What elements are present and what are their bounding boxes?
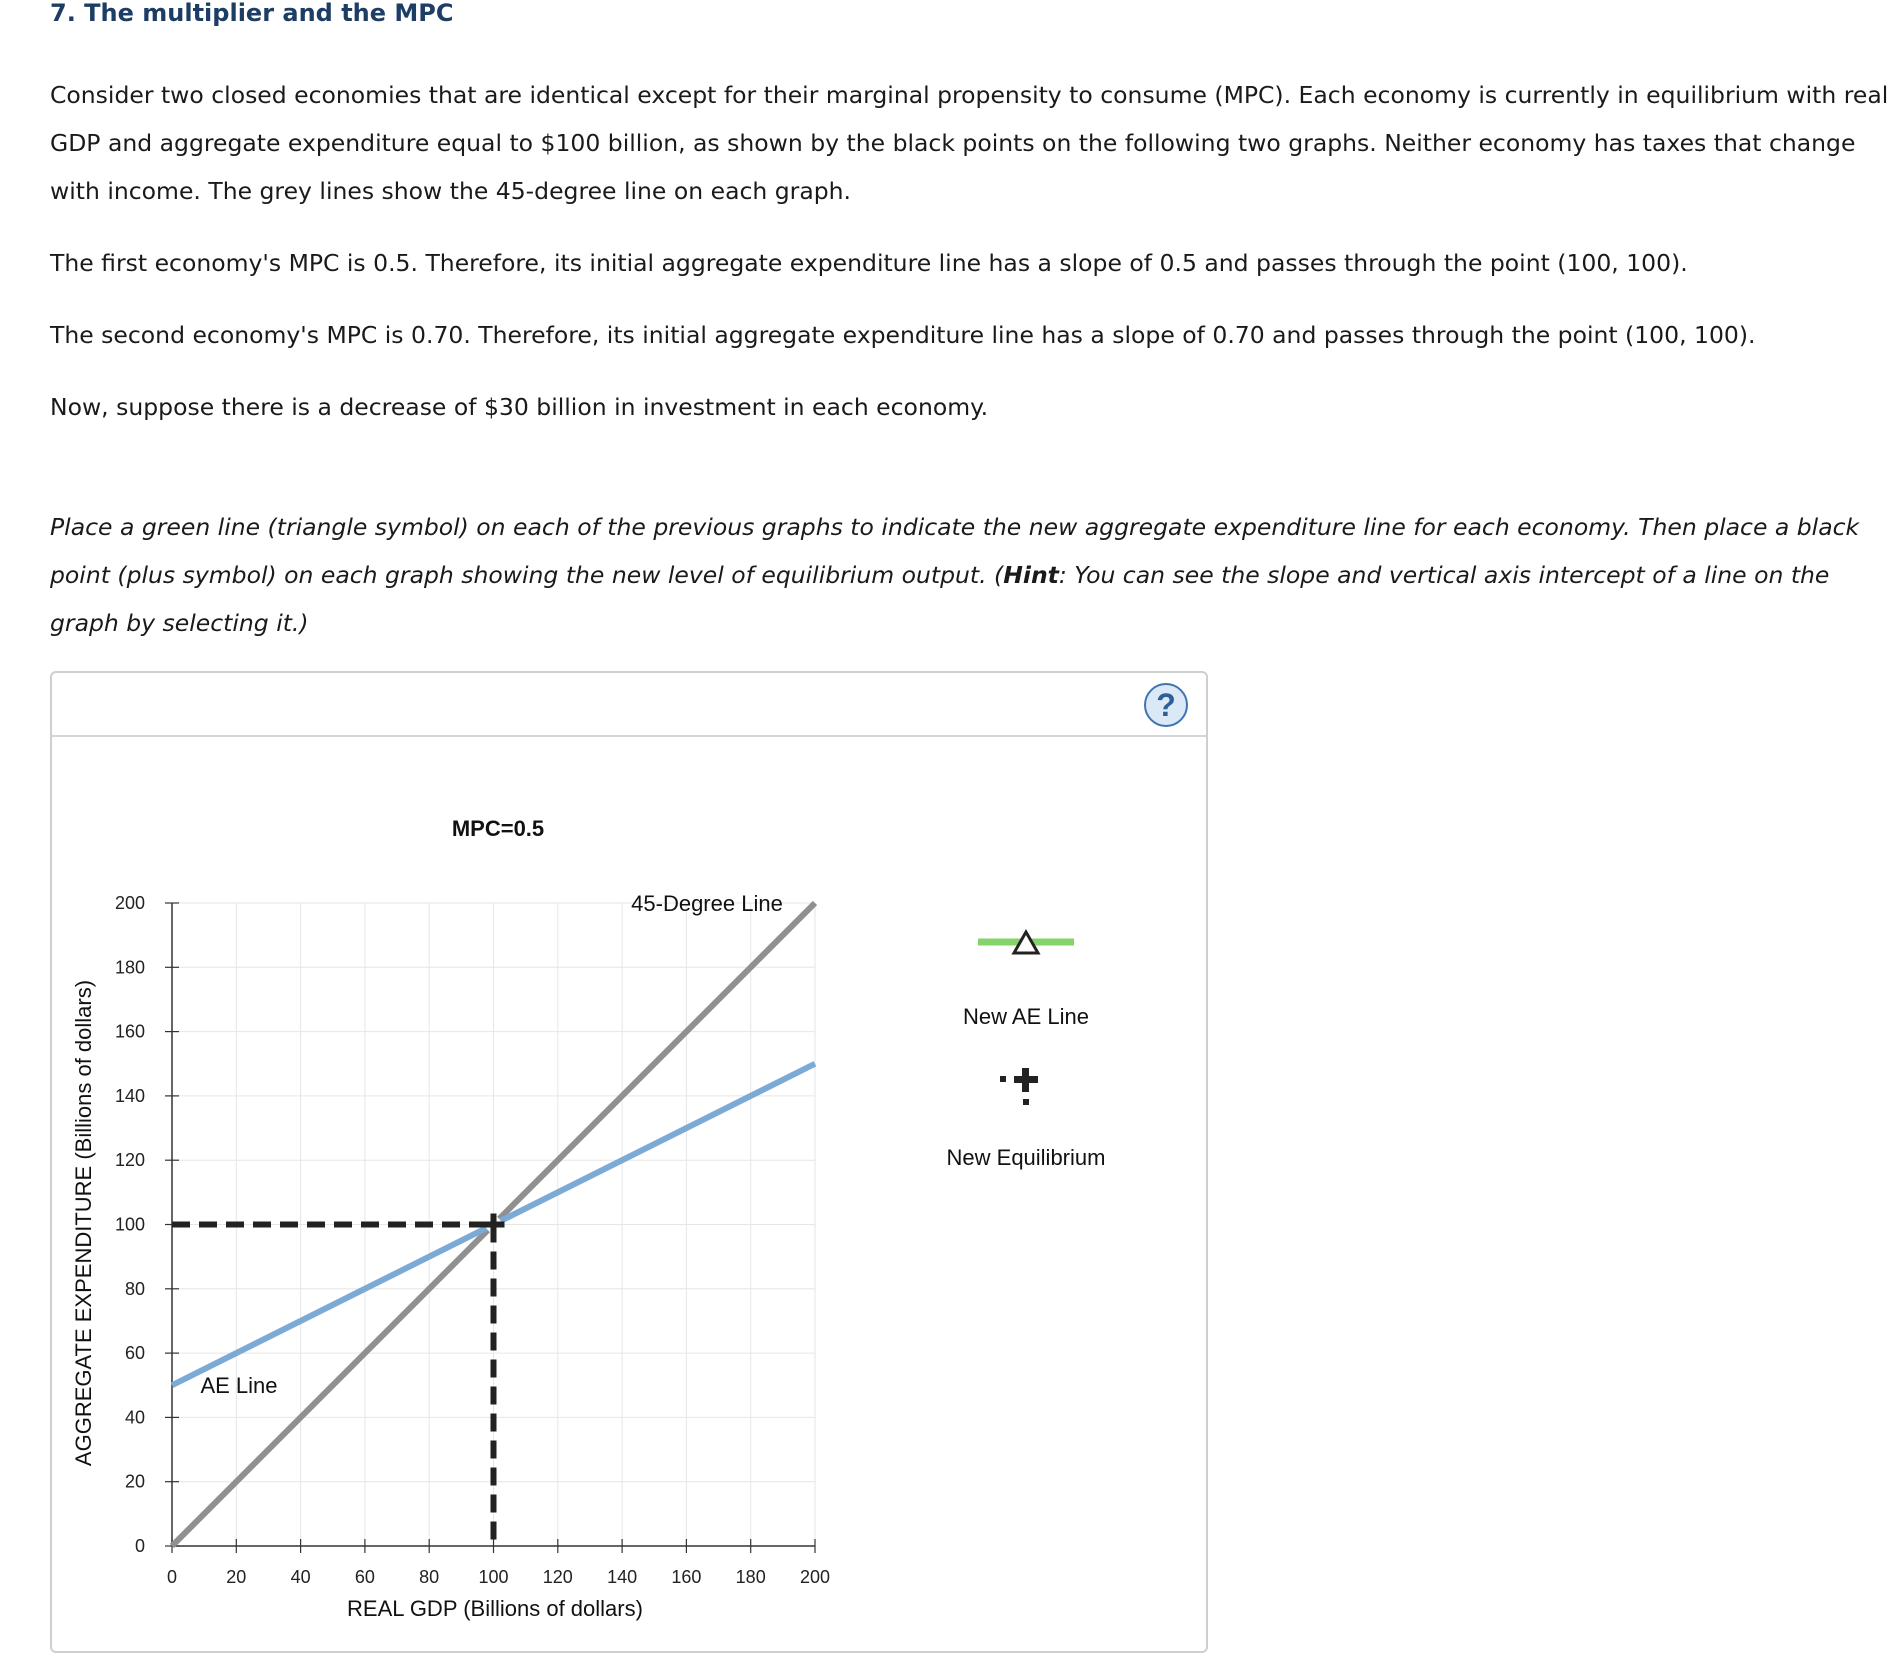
x-tick-label-120: 120 <box>542 1567 573 1587</box>
series-ae-line-upper <box>501 1064 815 1221</box>
plus-icon-vertical <box>1022 1068 1029 1092</box>
intro-paragraph: Consider two closed economies that are identical except for their marginal propensity to consume (MPC). Each economy is currently in equilibrium with real GDP and aggregate expenditure equal to $100 billion, as shown by the black points on the following two graphs. Neither economy has taxes that change with income. The grey lines show the 45-degree line on each graph. <box>50 81 1889 205</box>
x-tick-label-140: 140 <box>607 1567 638 1587</box>
x-tick-label-160: 160 <box>671 1567 702 1587</box>
chart-title: MPC=0.5 <box>451 816 545 841</box>
question-title: 7. The multiplier and the MPC <box>50 0 454 27</box>
hint-label: Hint <box>1003 561 1059 589</box>
series-label-ae-line: AE Line <box>200 1373 278 1398</box>
plus-icon-dash-bottom <box>1023 1099 1029 1105</box>
x-tick-label-20: 20 <box>226 1567 247 1587</box>
new-equilibrium-tool[interactable] <box>1000 1068 1038 1105</box>
y-tick-label-20: 20 <box>124 1471 145 1492</box>
y-tick-label-100: 100 <box>114 1214 145 1235</box>
instructions-part-a: Place a green line (triangle symbol) on each of the previous graphs to indicate the new aggregate expenditure line for each economy. Then place a black point (plus symbol) on each graph showing the new level of equilibrium output. ( <box>50 513 1860 589</box>
y-tick-label-80: 80 <box>124 1278 145 1299</box>
y-tick-label-0: 0 <box>134 1536 145 1556</box>
plus-icon-dash-left <box>1000 1076 1006 1082</box>
x-tick-label-60: 60 <box>354 1567 375 1587</box>
series-45-degree-line-upper <box>499 903 815 1219</box>
y-tick-label-140: 140 <box>114 1085 145 1106</box>
y-axis-label: AGGREGATE EXPENDITURE (Billions of dollars) <box>71 979 96 1467</box>
x-tick-label-180: 180 <box>735 1567 766 1587</box>
x-tick-label-100: 100 <box>478 1567 509 1587</box>
new-equilibrium-label: New Equilibrium <box>946 1145 1106 1170</box>
new-ae-line-tool[interactable] <box>978 932 1074 953</box>
y-tick-label-200: 200 <box>114 893 145 913</box>
investment-paragraph: Now, suppose there is a decrease of $30 billion in investment in each economy. <box>50 393 989 421</box>
series-ae-line-lower <box>172 1228 486 1385</box>
x-tick-label-200: 200 <box>799 1567 831 1587</box>
y-tick-label-40: 40 <box>124 1407 145 1428</box>
x-tick-label-0: 0 <box>166 1567 178 1587</box>
help-button[interactable]: ? <box>1144 683 1188 727</box>
second-economy-paragraph: The second economy's MPC is 0.70. Therefore, its initial aggregate expenditure line has a slope of 0.70 and passes through the point (100, 100). <box>50 321 1756 349</box>
first-economy-paragraph: The first economy's MPC is 0.5. Therefore, its initial aggregate expenditure line has a slope of 0.5 and passes through the point (100, 100). <box>50 249 1688 277</box>
y-tick-label-180: 180 <box>114 957 145 978</box>
y-tick-label-60: 60 <box>124 1343 145 1364</box>
y-tick-label-120: 120 <box>114 1150 145 1171</box>
equilibrium-point-vertical <box>491 1214 497 1236</box>
new-ae-line-label: New AE Line <box>963 1004 1089 1029</box>
instructions-part-b: : You can see the slope and vertical axis intercept of a line on the graph by selecting it.) <box>50 561 1830 637</box>
series-label-45-degree: 45-Degree Line <box>631 891 783 916</box>
x-tick-label-40: 40 <box>290 1567 311 1587</box>
y-tick-label-160: 160 <box>114 1021 145 1042</box>
x-tick-label-80: 80 <box>419 1567 440 1587</box>
x-axis-label: REAL GDP (Billions of dollars) <box>347 1596 643 1621</box>
